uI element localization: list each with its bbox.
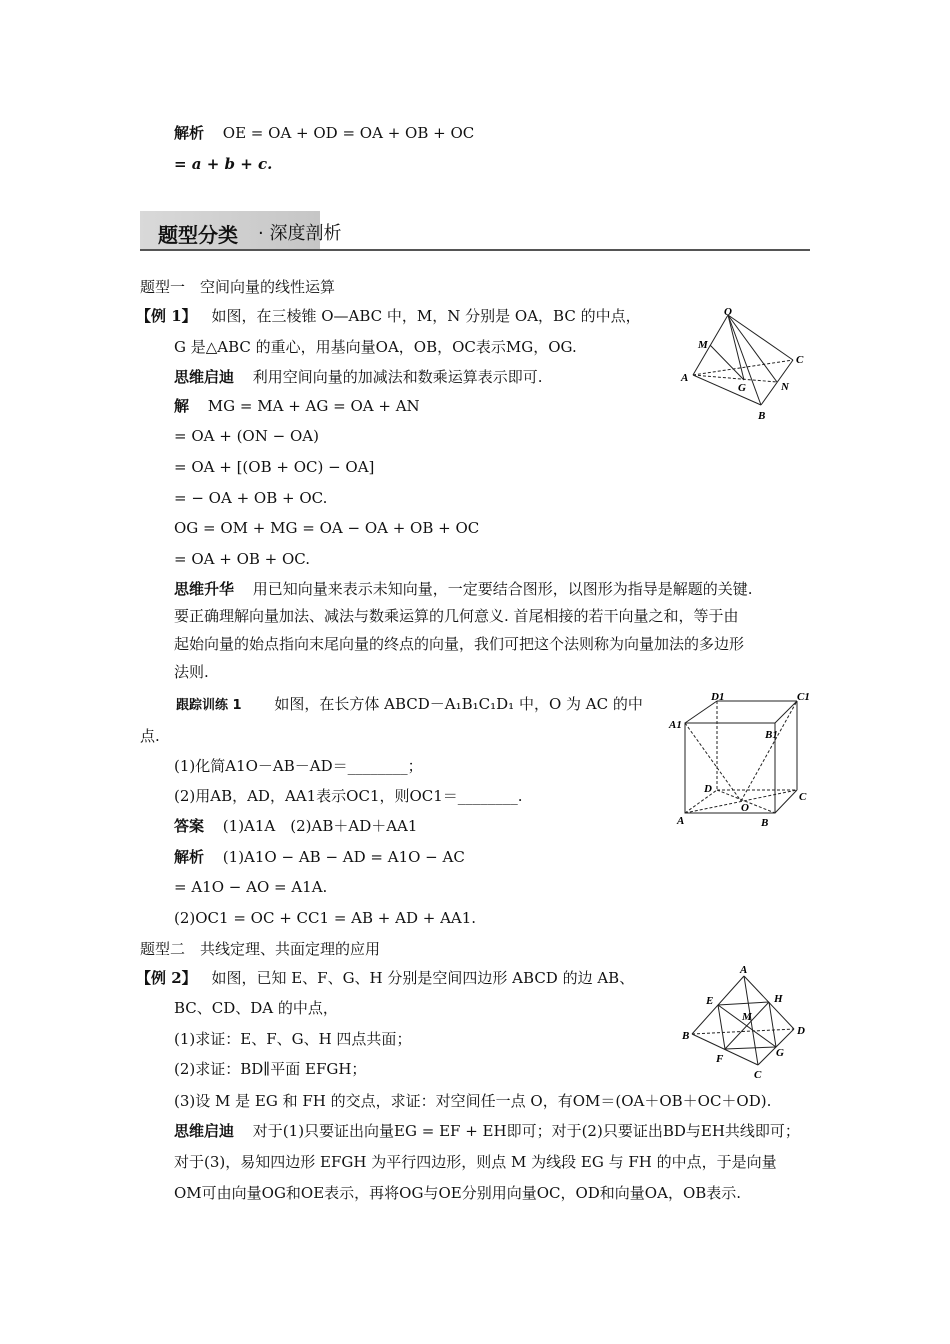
fig3-label: D <box>797 1025 805 1037</box>
fig3-label: H <box>774 993 783 1005</box>
banner-title: 题型分类 <box>158 223 238 247</box>
ex1-summary-line: 用已知向量来表示未知向量，一定要结合图形，以图形为指导是解题的关键. <box>252 580 753 598</box>
ex2-hint-label: 思维启迪 <box>174 1122 235 1140</box>
ex2-line2: BC、CD、DA 的中点， <box>174 999 338 1017</box>
banner-subtitle: · 深度剖析 <box>258 223 342 244</box>
ex2-q1: (1)求证：E、F、G、H 四点共面； <box>174 1030 412 1048</box>
practice1-analysis <box>174 847 465 867</box>
type1-heading: 题型一 空间向量的线性运算 <box>140 278 336 296</box>
ex1-tag: 【例 1】 <box>136 307 197 325</box>
fig2-label: B <box>761 817 769 829</box>
ex2-q3: (3)设 M 是 EG 和 FH 的交点，求证：对空间任一点 O，有OM＝(OA＋OB＋OC＋OD). <box>174 1092 772 1110</box>
section-banner <box>140 211 810 251</box>
fig1-label: C <box>796 354 804 366</box>
figure-cuboid <box>665 688 815 830</box>
ex1-line1-row <box>136 306 641 326</box>
practice1-ans-text: (1)A1A (2)AB＋AD＋AA1 <box>222 817 418 835</box>
figure-quadrilateral <box>680 962 812 1080</box>
ex1-sol-line: = OA + OB + OC. <box>174 550 311 568</box>
fig3-label: F <box>716 1053 724 1065</box>
ex1-sol-row <box>174 396 420 416</box>
ex1-line1: 如图，在三棱锥 O—ABC 中，M，N 分别是 OA，BC 的中点， <box>211 307 641 325</box>
ex2-tag: 【例 2】 <box>136 969 197 987</box>
ex1-hint <box>174 367 543 387</box>
fig2-label: A1 <box>669 719 682 731</box>
ex1-line2: G 是△ABC 的重心，用基向量OA，OB，OC表示MG，OG. <box>174 338 577 356</box>
practice1-ans-label: 答案 <box>174 817 205 835</box>
ex1-summary-label: 思维升华 <box>174 580 235 598</box>
practice1-line2: 点. <box>140 727 160 745</box>
ex2-hint-row <box>174 1121 800 1141</box>
intro-solution <box>174 123 474 143</box>
practice1-ana-line: (1)A1O − AB − AD = A1O − AC <box>222 848 465 866</box>
intro-label: 解析 <box>174 124 205 142</box>
ex1-sol-line: MG = MA + AG = OA + AN <box>207 397 420 415</box>
ex1-sol-line: OG = OM + MG = OA − OA + OB + OC <box>174 519 480 537</box>
ex2-hint-line: OM可由向量OG和OE表示，再将OG与OE分别用向量OC，OD和向量OA，OB表示. <box>174 1184 742 1202</box>
practice1-tag: 跟踪训练 1 <box>176 698 242 713</box>
intro-line1: OE = OA + OD = OA + OB + OC <box>222 124 475 142</box>
ex1-sol-label: 解 <box>174 397 190 415</box>
practice1-q1: (1)化简A1O－AB－AD＝________； <box>174 757 423 775</box>
fig3-label: G <box>776 1047 784 1059</box>
fig3-label: B <box>682 1030 690 1042</box>
ex1-sol-line: = − OA + OB + OC. <box>174 489 328 507</box>
fig3-label: A <box>740 964 748 976</box>
ex2-q2: (2)求证：BD∥平面 EFGH； <box>174 1060 367 1078</box>
ex2-line1: 如图，已知 E、F、G、H 分别是空间四边形 ABCD 的边 AB、 <box>211 969 635 987</box>
intro-line2: = a + b + c. <box>174 155 273 173</box>
fig1-label: B <box>758 410 766 422</box>
fig1-label: M <box>698 339 708 351</box>
ex2-line1-row <box>136 968 634 988</box>
fig2-label: C <box>799 791 807 803</box>
fig2-label: C1 <box>797 691 810 703</box>
practice1-row <box>176 694 643 716</box>
practice1-q2: (2)用AB，AD，AA1表示OC1，则OC1＝________. <box>174 787 523 805</box>
ex1-summary-row <box>174 579 753 599</box>
fig2-label: B1 <box>765 729 778 741</box>
practice1-answer <box>174 816 417 836</box>
ex1-summary-line: 起始向量的始点指向末尾向量的终点的向量，我们可把这个法则称为向量加法的多边形 <box>174 635 745 653</box>
practice1-ana-line: = A1O − AO = A1A. <box>174 878 328 896</box>
fig1-label: N <box>781 381 789 393</box>
ex1-summary-line: 法则. <box>174 663 209 681</box>
fig1-label: G <box>738 382 746 394</box>
ex1-sol-line: = OA + (ON − OA) <box>174 427 319 445</box>
fig1-label: O <box>724 306 732 318</box>
ex2-hint-line: 对于(1)只要证出向量EG = EF + EH即可；对于(2)只要证出BD与EH共线即可； <box>252 1122 800 1140</box>
ex1-sol-line: = OA + [(OB + OC) − OA] <box>174 458 375 476</box>
fig2-label: A <box>677 815 685 827</box>
fig3-label: M <box>742 1011 752 1023</box>
fig2-label: D <box>704 783 712 795</box>
fig2-label: D1 <box>711 691 725 703</box>
fig2-label: O <box>741 802 749 814</box>
fig3-label: C <box>754 1069 762 1080</box>
fig3-label: E <box>706 995 714 1007</box>
ex2-hint-line: 对于(3)，易知四边形 EFGH 为平行四边形，则点 M 为线段 EG 与 FH 的中点，于是向量 <box>174 1153 777 1171</box>
practice1-line1: 如图，在长方体 ABCD－A₁B₁C₁D₁ 中，O 为 AC 的中 <box>274 695 643 713</box>
practice1-ana-line: (2)OC1 = OC + CC1 = AB + AD + AA1. <box>174 909 477 927</box>
ex1-hint-text: 利用空间向量的加减法和数乘运算表示即可. <box>252 368 543 386</box>
fig1-label: A <box>681 372 689 384</box>
ex1-summary-line: 要正确理解向量加法、减法与数乘运算的几何意义. 首尾相接的若干向量之和，等于由 <box>174 607 739 625</box>
figure-tetrahedron <box>678 305 813 425</box>
ex1-hint-label: 思维启迪 <box>174 368 235 386</box>
type2-heading: 题型二 共线定理、共面定理的应用 <box>140 940 381 958</box>
practice1-ana-label: 解析 <box>174 848 205 866</box>
